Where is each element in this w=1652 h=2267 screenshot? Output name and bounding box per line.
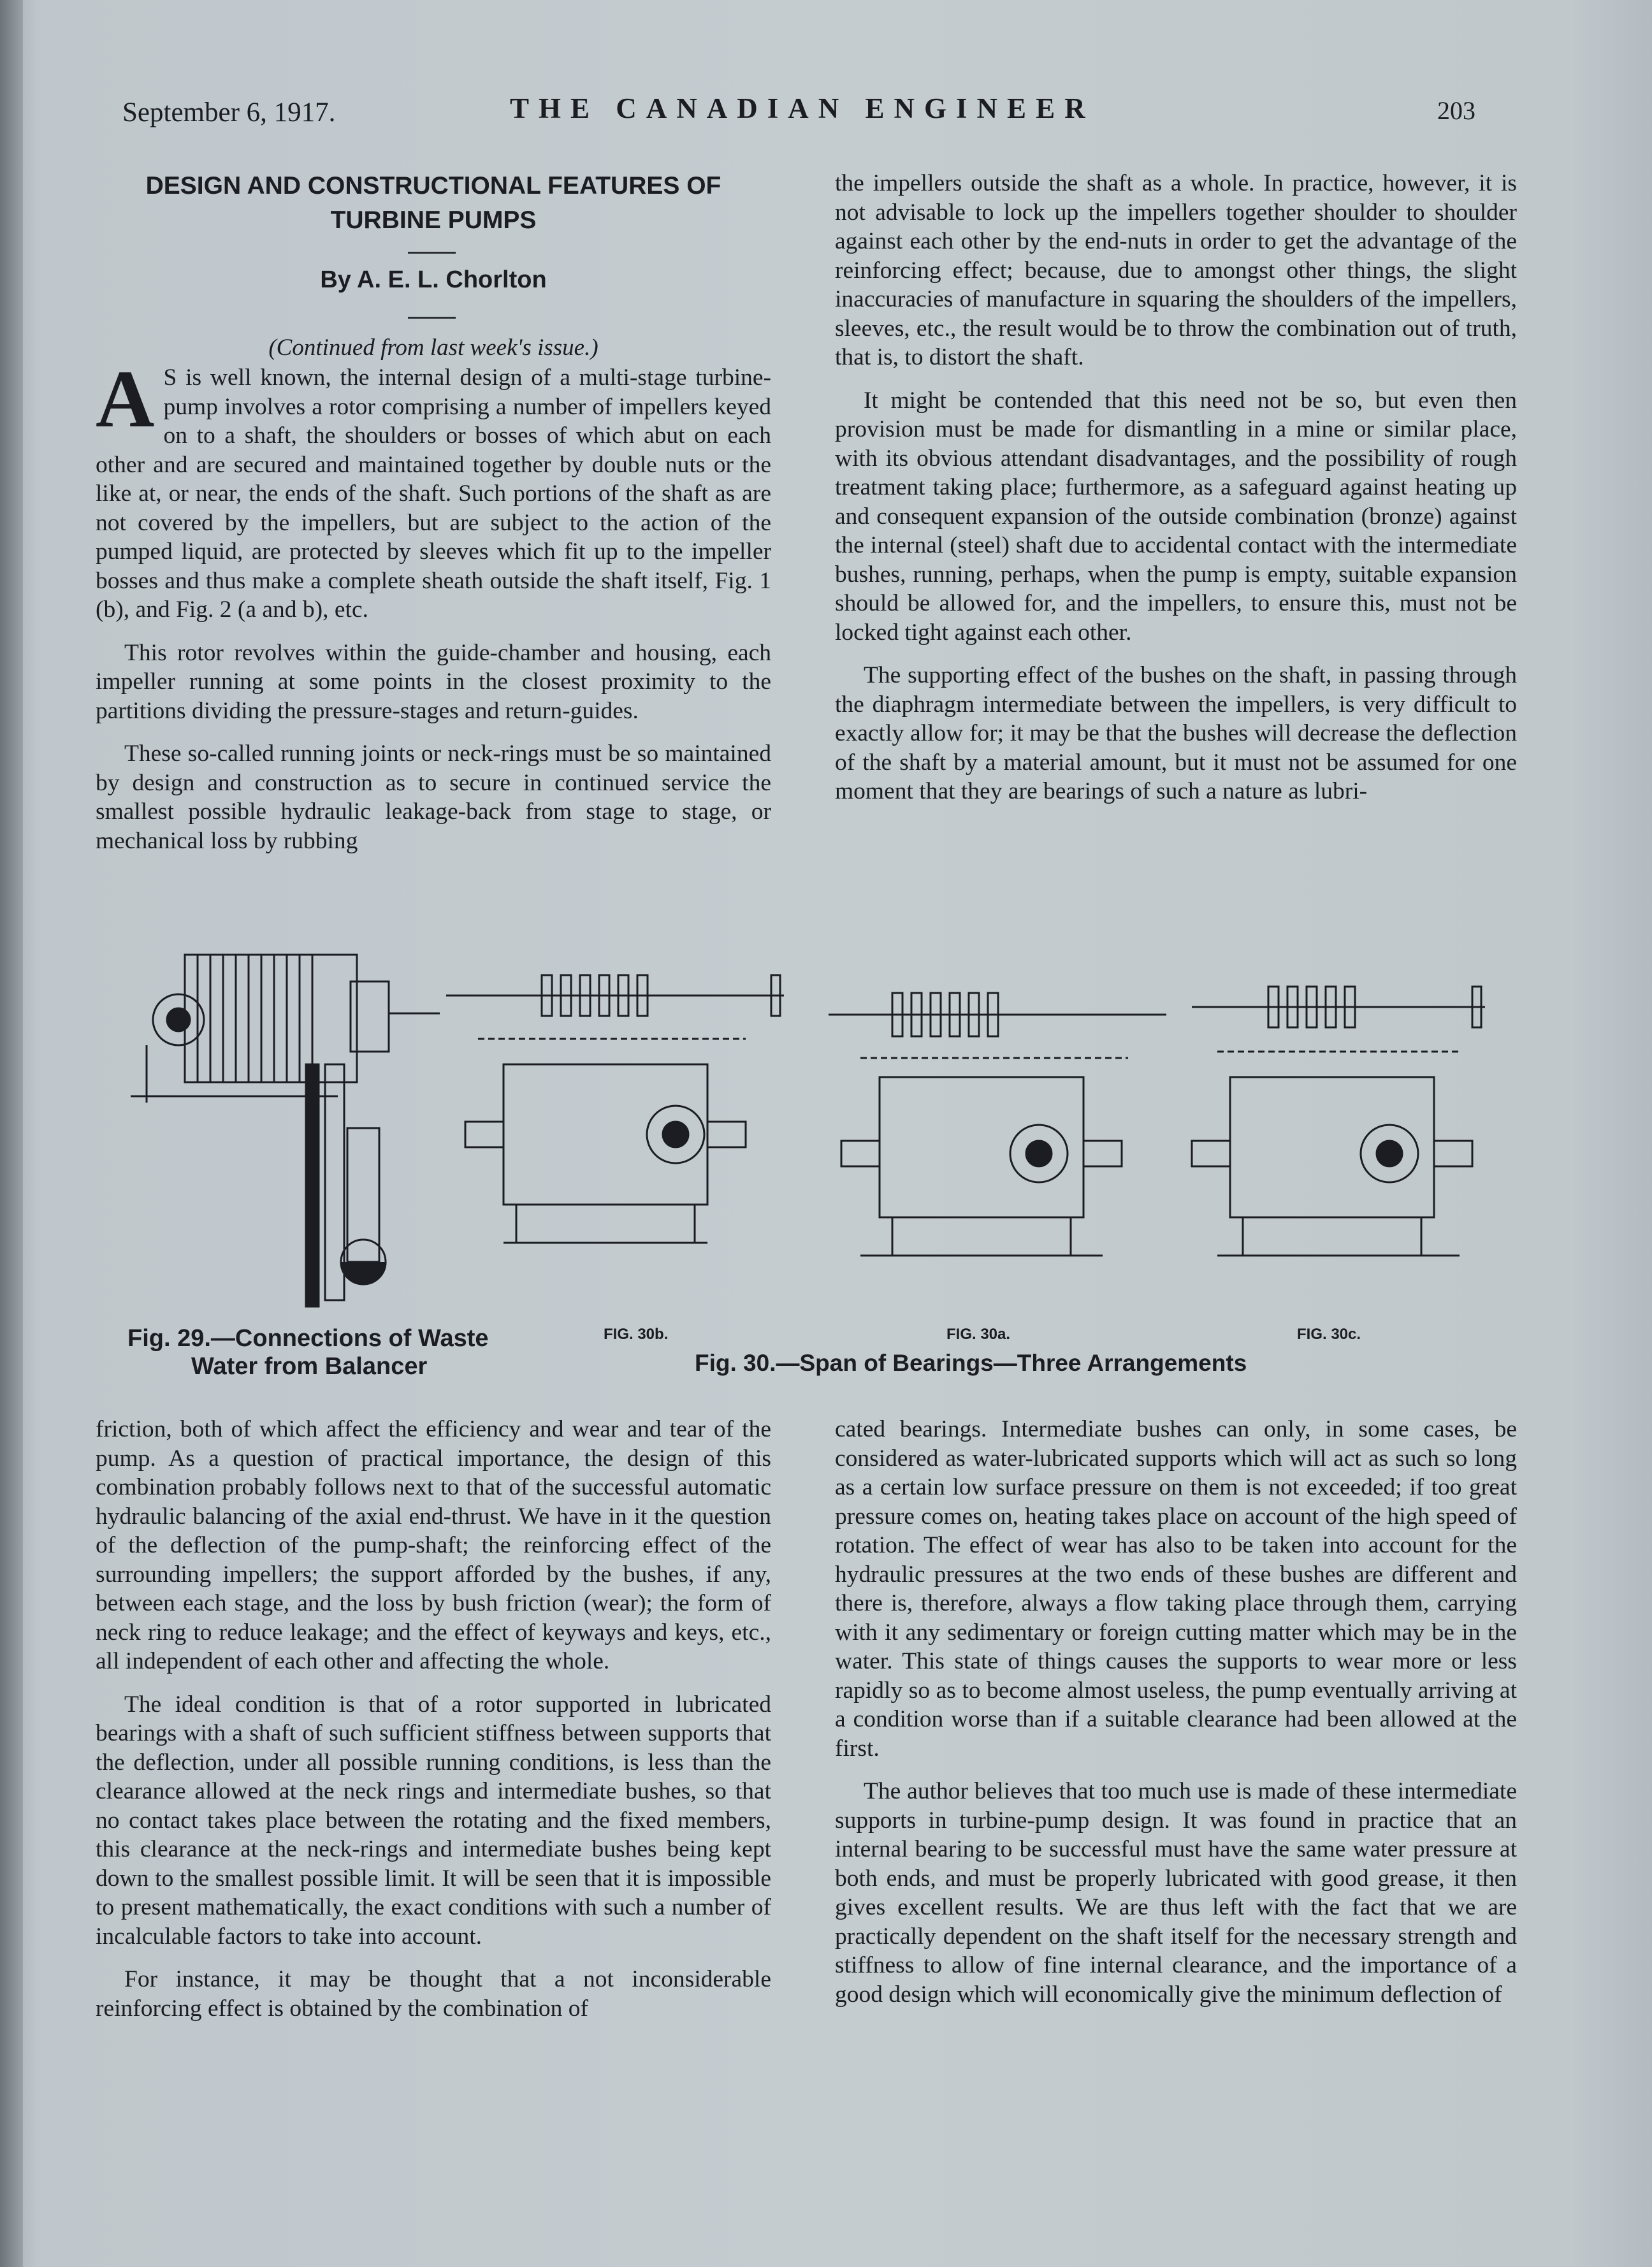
paragraph: This rotor revolves within the guide-chamber and housing, each impeller running at some points in the closest proximity to the partitions dividing the pressure-stages and return-guides. [96,639,771,724]
column-bottom-right [835,1415,1517,2023]
paragraph: The ideal condition is that of a rotor supported in lubricated bearings with a shaft of such sufficient stiffness between supports that the deflection, under all possible running conditions, is less than the clearance allowed at the neck rings and intermediate bushes, so that no contact takes place between the rotating and the fixed members, this clearance at the neck-rings and intermediate bushes being kept down to the smallest possible limit. It will be seen that it is impossible to present mathematically, the exact conditions with such a number of incalculable factors to take into account. [96,1691,771,1950]
fig29-caption-line-1: Fig. 29.—Connections of Waste [127,1325,489,1352]
byline-rule [408,317,456,319]
figure-illustrations [96,937,1561,1319]
paragraph: It might be contended that this need not be so, but even then provision must be made for dismantling in a mine or similar place, with its obvious attendant disadvantages, and the possibility of rough treatment taking place; furthermore, as a safeguard against heating up and consequent expansion of the outside combination (bronze) against the internal (steel) shaft due to accidental contact with the intermediate bushes, running, perhaps, when the pump is empty, suitable expansion should be allowed for, and the impellers, to ensure this, must not be locked tight against each other. [835,387,1517,646]
article-title-line-2: TURBINE PUMPS [330,206,537,234]
paragraph: For instance, it may be thought that a not inconsiderable reinforcing effect is obtained by the combination of [96,1966,771,2022]
fig29-caption-line-2: Water from Balancer [191,1353,428,1380]
fig30-caption: Fig. 30.—Span of Bearings—Three Arrangements [695,1350,1247,1376]
fig30a-label: FIG. 30a. [946,1326,1011,1343]
paragraph-text: S is well known, the internal design of a multi-stage turbine-pump involves a rotor comprising a number of impellers keyed on to a shaft, the shoulders or bosses of which abut on each other and are secured and maintained together by double nuts or the like at, or near, the ends of the shaft. Such portions of the shaft as are not covered by the impellers, but are subject to the action of the pumped liquid, are protected by sleeves which fit up to the impeller bosses and thus make a complete sheath outside the shaft itself, Fig. 1 (b), and Fig. 2 (a and b), etc. [96,365,771,623]
book-spine-shadow [0,0,23,2267]
paragraph: the impellers outside the shaft as a whole. In practice, however, it is not advisable to lock up the impellers together shoulder to shoulder against each other by the end-nuts in order to get the advantage of the reinforcing effect; because, due to amongst other things, the slight inaccuracies of manufacture in squaring the shoulders of the impellers, sleeves, etc., the result would be to throw the combination out of truth, that is, to distort the shaft. [835,170,1517,370]
masthead: THE CANADIAN ENGINEER [510,92,1095,124]
fig30b-drawing [446,975,784,1243]
article-title [70,169,797,238]
column-top-right [835,169,1517,820]
issue-date: September 6, 1917. [122,98,336,127]
page-header [0,89,1652,127]
paragraph: The supporting effect of the bushes on the shaft, in passing through the diaphragm intermediate between the impellers, is very difficult to exactly allow for; it may be that the bushes will decrease the deflection of the shaft by a material amount, but it must not be assumed for one moment that they are bearings of such a nature as lubri- [835,662,1517,804]
drop-cap: A [96,354,155,444]
paragraph: cated bearings. Intermediate bushes can only, in some cases, be considered as water-lubricated supports which will act as such so long as a certain low surface pressure on them is not exceeded; if too great pressure comes on, heating takes place on account of the high speed of rotation. The effect of wear has also to be taken into account for the hydraulic pressures at the two ends of these bushes are different and there is, therefore, always a flow taking place through them, carrying with it any sedimentary or foreign cutting matter which may be in the water. This state of things causes the supports to wear more or less rapidly so as to become almost useless, the pump eventually arriving at a condition worse than if a suitable clearance had been allowed at the first. [835,1416,1517,1762]
fig30c-label: FIG. 30c. [1297,1326,1361,1343]
column-bottom-left [96,1415,771,2037]
continued-note: (Continued from last week's issue.) [268,335,598,361]
fig30b-label: FIG. 30b. [604,1326,669,1343]
paragraph: friction, both of which affect the efficiency and wear and tear of the pump. As a question of practical importance, the design of this combination probably follows next to that of the successful automatic hydraulic balancing of the axial end-thrust. We have in it the question of the deflection of the pump-shaft; the reinforcing effect of the surrounding impellers; the support afforded by the bushes, if any, between each stage, and the loss by bush friction (wear); the form of neck ring to reduce leakage; and the effect of keyways and keys, etc., all independent of each other and affecting the whole. [96,1416,771,1674]
fig30c-drawing [1192,987,1485,1256]
column-top-left [96,354,771,869]
fig29-drawing [131,955,440,1307]
fig30a-drawing [829,993,1166,1256]
article-title-line-1: DESIGN AND CONSTRUCTIONAL FEATURES OF [145,172,721,199]
paragraph: The author believes that too much use is made of these intermediate supports in turbine-pump design. It was found in practice that an internal bearing to be successful must have the same water pressure at both ends, and must be properly lubricated with good grease, it then gives excellent results. We are thus left with the fact that we are practically dependent on the shaft itself for the necessary strength and stiffness to allow of fine internal clearance, and the importance of a good design which will economically give the minimum deflection of [835,1778,1517,2008]
fig29-caption [127,1324,510,1380]
page-number: 203 [1437,96,1475,125]
byline: By A. E. L. Chorlton [320,266,547,293]
paragraph [96,354,771,625]
paragraph: These so-called running joints or neck-rings must be so maintained by design and construction as to secure in continued service the smallest possible hydraulic leakage-back from stage to stage, or mechanical loss by rubbing [96,741,771,854]
title-rule [408,252,456,254]
